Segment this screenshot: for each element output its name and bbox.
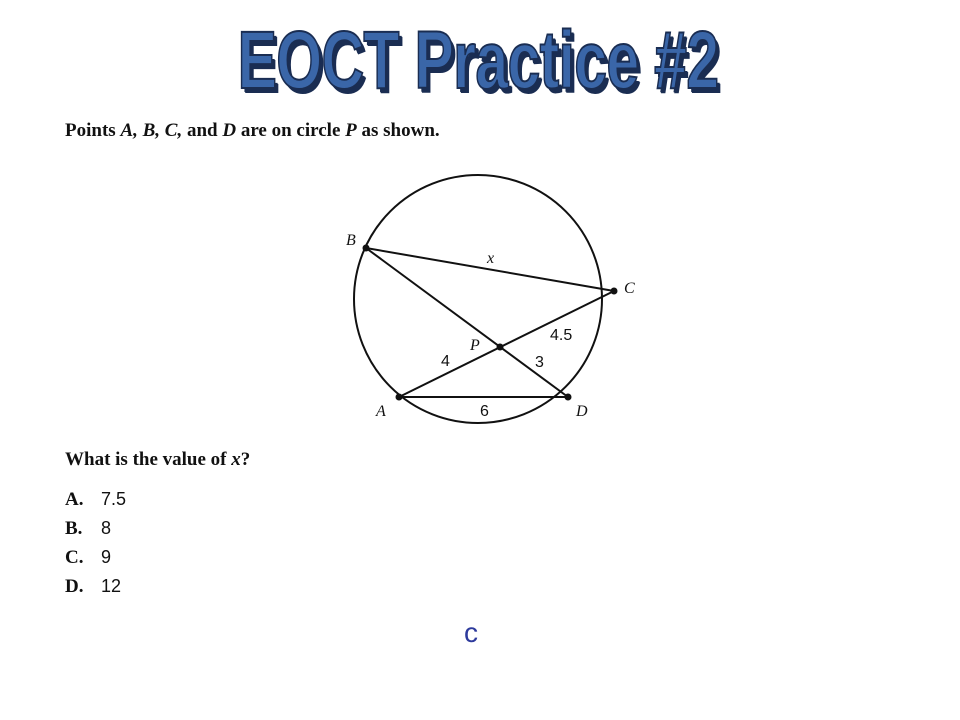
answer-reveal: c bbox=[464, 617, 478, 648]
label-a: A bbox=[376, 403, 386, 420]
point-p bbox=[497, 344, 504, 351]
label-b: B bbox=[346, 232, 356, 249]
choice-a bbox=[65, 485, 126, 514]
length-ap: 4 bbox=[441, 353, 450, 370]
choice-d bbox=[65, 572, 126, 601]
choice-letter: D. bbox=[65, 575, 84, 597]
answer-choices bbox=[65, 485, 126, 601]
label-p: P bbox=[470, 337, 480, 354]
choice-c bbox=[65, 543, 126, 572]
choice-value: 7.5 bbox=[101, 489, 127, 509]
point-d bbox=[565, 394, 572, 401]
problem-statement: Points A, B, C, and D are on circle P as shown. bbox=[65, 120, 440, 141]
question-text: What is the value of x? bbox=[65, 449, 251, 470]
length-pd: 3 bbox=[535, 354, 544, 371]
point-b bbox=[363, 245, 370, 252]
slide-title: EOCT Practice #2 bbox=[237, 14, 719, 106]
choice-value: 8 bbox=[101, 518, 112, 538]
segment-ac bbox=[399, 291, 614, 397]
choice-value: 9 bbox=[101, 547, 112, 567]
choice-letter: C. bbox=[65, 546, 84, 568]
segment-bd bbox=[366, 248, 568, 397]
length-pc: 4.5 bbox=[550, 327, 573, 344]
choice-value: 12 bbox=[101, 576, 122, 596]
choice-letter: B. bbox=[65, 517, 83, 539]
circle-p bbox=[354, 175, 602, 423]
label-x: x bbox=[487, 250, 495, 267]
point-a bbox=[396, 394, 403, 401]
label-c: C bbox=[624, 280, 635, 297]
point-c bbox=[611, 288, 618, 295]
choice-letter: A. bbox=[65, 488, 84, 510]
label-d: D bbox=[576, 403, 588, 420]
choice-b bbox=[65, 514, 126, 543]
length-ad: 6 bbox=[480, 403, 489, 420]
circle-diagram bbox=[320, 160, 640, 440]
